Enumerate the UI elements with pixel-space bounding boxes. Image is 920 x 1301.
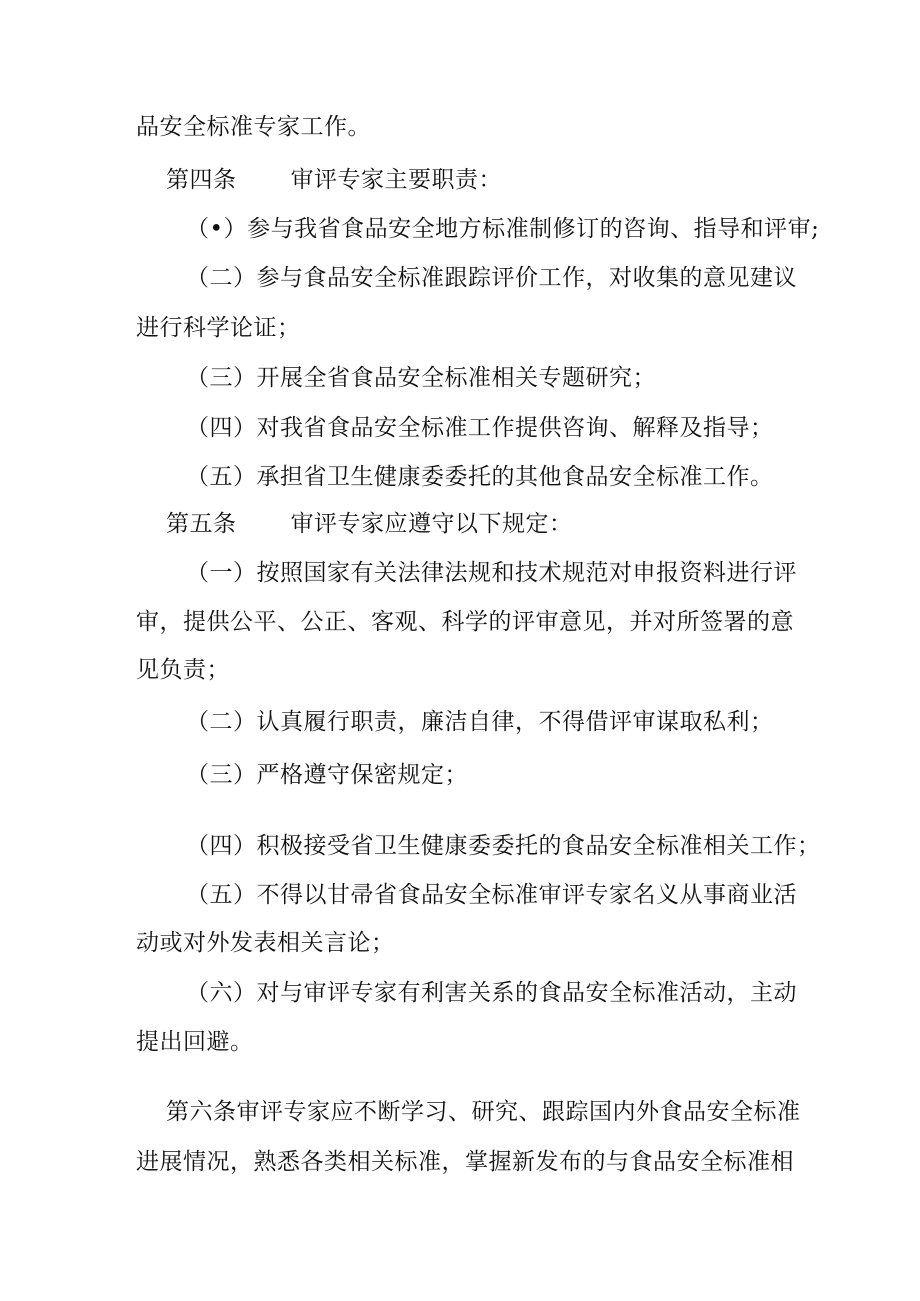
article-title: 审评专家应遵守以下规定： bbox=[290, 511, 573, 537]
text-line: 品安全标准专家工作。 bbox=[136, 114, 371, 140]
list-item: （四）积极接受省卫生健康委委托的食品安全标准相关工作； bbox=[186, 833, 821, 859]
list-item: （二）认真履行职责，廉洁自律，不得借评审谋取私利； bbox=[186, 709, 774, 735]
list-item: （六）对与审评专家有利害关系的食品安全标准活动，主动 bbox=[186, 980, 797, 1006]
text-line: 见负责； bbox=[136, 657, 230, 683]
article-heading bbox=[0, 160, 920, 200]
article-heading bbox=[0, 504, 920, 544]
article-title: 审评专家主要职责： bbox=[290, 167, 502, 193]
list-item: （五）承担省卫生健康委委托的其他食品安全标准工作。 bbox=[186, 464, 774, 490]
list-item: （二）参与食品安全标准跟踪评价工作，对收集的意见建议 bbox=[186, 265, 797, 291]
list-item: （五）不得以甘帚省食品安全标准审评专家名义从事商业活 bbox=[186, 882, 797, 908]
text-line: 动或对外发表相关言论； bbox=[136, 930, 395, 956]
list-item: （四）对我省食品安全标准工作提供咨询、解释及指导； bbox=[186, 415, 774, 441]
list-item: （•）参与我省食品安全地方标准制修订的咨询、指导和评审; bbox=[186, 216, 820, 242]
text-line: 提出回避。 bbox=[136, 1029, 254, 1055]
list-item: （三）严格遵守保密规定； bbox=[186, 762, 468, 788]
article-paragraph: 第六条审评专家应不断学习、研究、跟踪国内外食品安全标准 bbox=[166, 1099, 801, 1125]
text-line: 审，提供公平、公正、客观、科学的评审意见，并对所签署的意 bbox=[136, 609, 794, 635]
list-item: （三）开展全省食品安全标准相关专题研究； bbox=[186, 365, 656, 391]
article-number: 第四条 bbox=[166, 167, 237, 193]
text-line: 进行科学论证； bbox=[136, 315, 301, 341]
list-item: （一）按照国家有关法律法规和技术规范对申报资料进行评 bbox=[186, 560, 797, 586]
text-line: 进展情况，熟悉各类相关标准，掌握新发布的与食品安全标准相 bbox=[136, 1149, 794, 1175]
article-number: 第五条 bbox=[166, 511, 237, 537]
